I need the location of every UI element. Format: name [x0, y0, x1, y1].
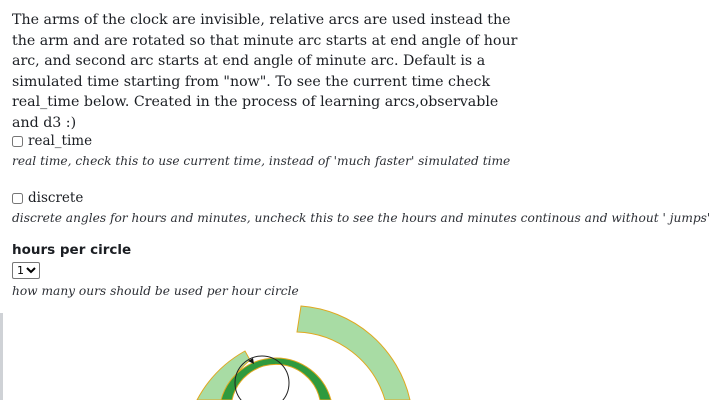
real-time-description: real time, check this to use current time, instead of 'much faster' simulated time: [12, 154, 511, 168]
hours-per-circle-select[interactable]: [12, 262, 40, 279]
discrete-checkbox[interactable]: [12, 193, 23, 204]
hours-per-circle-label: hours per circle: [12, 242, 132, 258]
hours-per-circle-description: how many ours should be used per hour circle: [12, 284, 299, 298]
discrete-description: discrete angles for hours and minutes, uncheck this to see the hours and minutes continous and without ' jumps': [12, 211, 710, 225]
real-time-checkbox-row[interactable]: [12, 133, 92, 149]
clock-visualization: [0, 300, 640, 400]
discrete-checkbox-row[interactable]: [12, 190, 83, 206]
real-time-label: real_time: [28, 133, 93, 149]
discrete-label: discrete: [28, 190, 84, 206]
intro-paragraph: The arms of the clock are invisible, relative arcs are used instead the the arm and are rotated so that minute arc starts at end angle of hour arc, and second arc starts at end angle of minute arc. Default is a simulated time starting from "now". To see the current time check real_time below. Created in the process of learning arcs,observable and d3 :): [12, 12, 518, 131]
real-time-checkbox[interactable]: [12, 136, 23, 147]
